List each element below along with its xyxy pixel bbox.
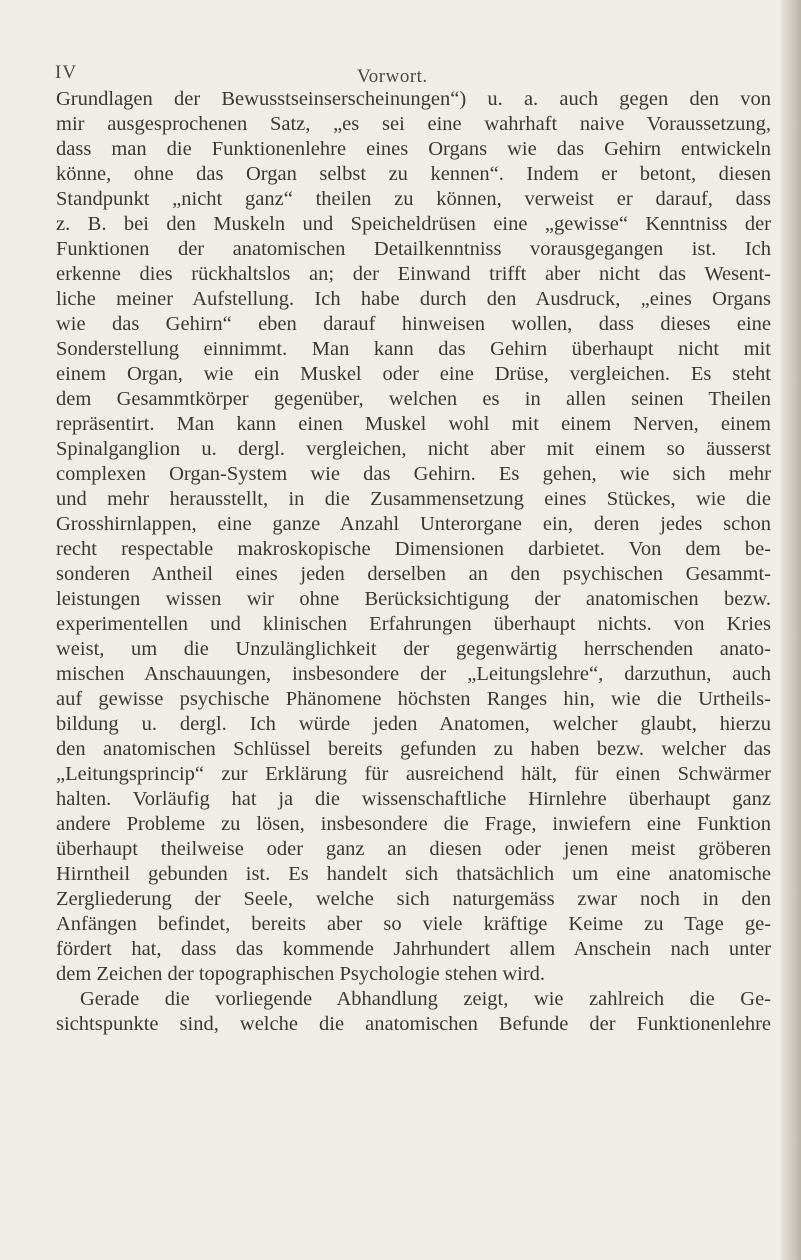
text-line: dem Gesammtkörper gegenüber, welchen es in allen seinen Theilen (56, 388, 771, 410)
page-edge-shadow (781, 0, 801, 1260)
text-line: könne, ohne das Organ selbst zu kennen“. Indem er betont, diesen (56, 163, 771, 185)
text-line: erkenne dies rückhaltslos an; der Einwand trifft aber nicht das Wesent- (56, 263, 771, 285)
text-line: Grundlagen der Bewusstseinserscheinungen“) u. a. auch gegen den von (56, 88, 771, 110)
text-line: fördert hat, dass das kommende Jahrhundert allem Anschein nach unter (56, 938, 771, 960)
page-number: IV (55, 62, 78, 83)
text-line: Standpunkt „nicht ganz“ theilen zu können, verweist er darauf, dass (56, 188, 771, 210)
text-line: bildung u. dergl. Ich würde jeden Anatomen, welcher glaubt, hierzu (56, 713, 771, 735)
text-line: Anfängen befindet, bereits aber so viele kräftige Keime zu Tage ge- (56, 913, 771, 935)
text-line: z. B. bei den Muskeln und Speicheldrüsen eine „gewisse“ Kenntniss der (56, 213, 771, 235)
text-line: den anatomischen Schlüssel bereits gefunden zu haben bezw. welcher das (56, 738, 771, 760)
text-line: repräsentirt. Man kann einen Muskel wohl mit einem Nerven, einem (56, 413, 771, 435)
text-line: andere Probleme zu lösen, insbesondere die Frage, inwiefern eine Funktion (56, 813, 771, 835)
text-line: dem Zeichen der topographischen Psychologie stehen wird. (56, 963, 546, 985)
text-line: Zergliederung der Seele, welche sich naturgemäss zwar noch in den (56, 888, 771, 910)
text-line: weist, um die Unzulänglichkeit der gegenwärtig herrschenden anato- (56, 638, 771, 660)
text-line: liche meiner Aufstellung. Ich habe durch den Ausdruck, „eines Organs (56, 288, 771, 310)
text-line: und mehr herausstellt, in die Zusammensetzung eines Stückes, wie die (56, 488, 771, 510)
text-line: wie das Gehirn“ eben darauf hinweisen wollen, dass dieses eine (56, 313, 771, 335)
text-line: Sonderstellung einnimmt. Man kann das Gehirn überhaupt nicht mit (56, 338, 771, 360)
text-line: überhaupt theilweise oder ganz an diesen oder jenen meist gröberen (56, 838, 771, 860)
text-line: einem Organ, wie ein Muskel oder eine Drüse, vergleichen. Es steht (56, 363, 771, 385)
text-line: Gerade die vorliegende Abhandlung zeigt, wie zahlreich die Ge- (80, 988, 771, 1010)
text-line: Grosshirnlappen, eine ganze Anzahl Unterorgane ein, deren jedes schon (56, 513, 771, 535)
body-text (56, 87, 771, 1037)
text-line: dass man die Funktionenlehre eines Organs wie das Gehirn entwickeln (56, 138, 771, 160)
text-line: sichtspunkte sind, welche die anatomischen Befunde der Funktionenlehre (56, 1013, 771, 1035)
text-line: Spinalganglion u. dergl. vergleichen, nicht aber mit einem so äusserst (56, 438, 771, 460)
text-line: complexen Organ-System wie das Gehirn. Es gehen, wie sich mehr (56, 463, 771, 485)
text-line: auf gewisse psychische Phänomene höchsten Ranges hin, wie die Urtheils- (56, 688, 771, 710)
text-line: mischen Anschauungen, insbesondere der „Leitungslehre“, darzuthun, auch (56, 663, 771, 685)
text-line: sonderen Antheil eines jeden derselben an den psychischen Gesammt- (56, 563, 771, 585)
text-line: „Leitungsprincip“ zur Erklärung für ausreichend hält, für einen Schwärmer (56, 763, 771, 785)
text-line: mir ausgesprochenen Satz, „es sei eine wahrhaft naive Voraussetzung, (56, 113, 771, 135)
running-head: Vorwort. (357, 66, 428, 87)
text-line: leistungen wissen wir ohne Berücksichtigung der anatomischen bezw. (56, 588, 771, 610)
text-line: halten. Vorläufig hat ja die wissenschaftliche Hirnlehre überhaupt ganz (56, 788, 771, 810)
text-line: experimentellen und klinischen Erfahrungen überhaupt nichts. von Kries (56, 613, 771, 635)
text-line: Hirntheil gebunden ist. Es handelt sich thatsächlich um eine anatomische (56, 863, 771, 885)
text-line: Funktionen der anatomischen Detailkenntniss vorausgegangen ist. Ich (56, 238, 771, 260)
text-line: recht respectable makroskopische Dimensionen darbietet. Von dem be- (56, 538, 771, 560)
